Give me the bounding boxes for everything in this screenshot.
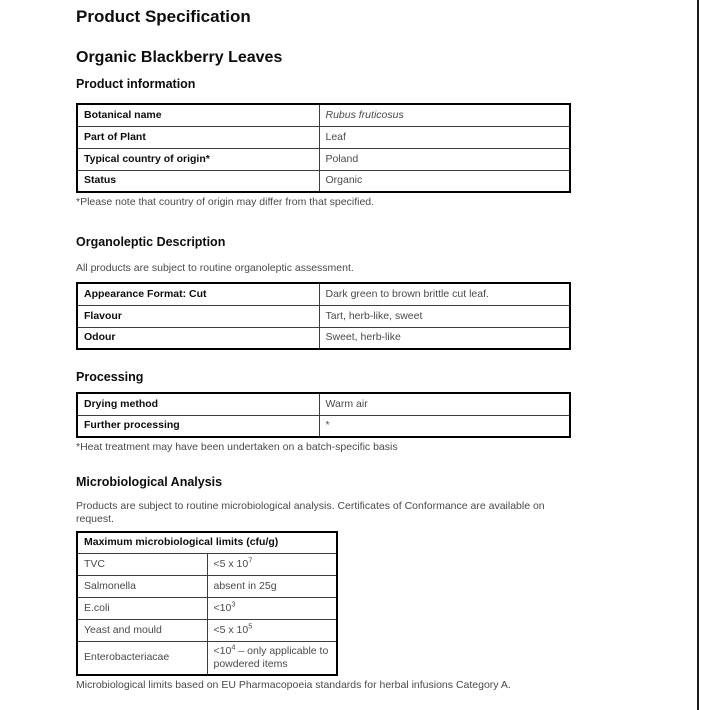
product-info-heading: Product information — [76, 77, 196, 91]
micro-intro: Products are subject to routine microbiological analysis. Certificates of Conformance are available on request. — [76, 500, 545, 525]
processing-footnote: *Heat treatment may have been undertaken on a batch-specific basis — [76, 441, 398, 453]
table-row — [77, 619, 337, 641]
organoleptic-intro: All products are subject to routine organoleptic assessment. — [76, 262, 354, 274]
row-value: Leaf — [319, 126, 570, 148]
row-value: Sweet, herb-like — [319, 327, 570, 349]
row-label: Part of Plant — [77, 126, 319, 148]
row-label: Flavour — [77, 305, 319, 327]
row-value: Rubus fruticosus — [319, 104, 570, 126]
row-label: Botanical name — [77, 104, 319, 126]
row-value: Organic — [319, 170, 570, 192]
row-label: TVC — [77, 553, 207, 575]
row-label: Salmonella — [77, 575, 207, 597]
micro-table-header: Maximum microbiological limits (cfu/g) — [77, 532, 337, 553]
document-title: Product Specification — [76, 7, 251, 26]
row-value: Warm air — [319, 393, 570, 415]
micro-table — [76, 531, 338, 676]
table-row — [77, 641, 337, 675]
row-value: <5 x $10^7$ — [207, 553, 337, 575]
row-value: * — [319, 415, 570, 437]
row-label: Appearance Format: Cut — [77, 283, 319, 305]
table-row — [77, 575, 337, 597]
row-label: Status — [77, 170, 319, 192]
row-label: E.coli — [77, 597, 207, 619]
row-label: Typical country of origin* — [77, 148, 319, 170]
table-row — [77, 283, 570, 305]
table-row — [77, 597, 337, 619]
table-row — [77, 393, 570, 415]
exponent: 5 — [248, 621, 253, 630]
micro-footnote: Microbiological limits based on EU Pharmacopoeia standards for herbal infusions Category A. — [76, 678, 511, 691]
row-label: Drying method — [77, 393, 319, 415]
table-row — [77, 104, 570, 126]
table-row — [77, 148, 570, 170]
row-value: Dark green to brown brittle cut leaf. — [319, 283, 570, 305]
row-value: Tart, herb-like, sweet — [319, 305, 570, 327]
product-info-footnote: *Please note that country of origin may differ from that specified. — [76, 196, 375, 208]
exponent: 7 — [248, 555, 253, 564]
organoleptic-table — [76, 282, 571, 350]
row-label: Yeast and mould — [77, 619, 207, 641]
row-value: <5 x $10^5$ — [207, 619, 337, 641]
table-row — [77, 327, 570, 349]
row-label: Further processing — [77, 415, 319, 437]
table-row — [77, 553, 337, 575]
micro-heading: Microbiological Analysis — [76, 475, 223, 489]
product-name-heading: Organic Blackberry Leaves — [76, 49, 283, 66]
row-value: $<10^3$ — [207, 597, 337, 619]
table-row — [77, 305, 570, 327]
exponent: 3 — [231, 599, 236, 608]
exponent: 4 — [231, 642, 236, 651]
table-row — [77, 170, 570, 192]
row-value: Poland — [319, 148, 570, 170]
page-edge-line — [697, 0, 699, 710]
table-row — [77, 126, 570, 148]
row-value: absent in 25g — [207, 575, 337, 597]
product-info-table — [76, 103, 571, 193]
organoleptic-heading: Organoleptic Description — [76, 235, 226, 249]
table-header-row — [77, 532, 337, 553]
row-value: $<10^4$ – only applicable to powdered items — [207, 641, 337, 675]
row-label: Enterobacteriacae — [77, 641, 207, 675]
processing-table — [76, 392, 571, 438]
table-row — [77, 415, 570, 437]
processing-heading: Processing — [76, 370, 144, 384]
row-label: Odour — [77, 327, 319, 349]
